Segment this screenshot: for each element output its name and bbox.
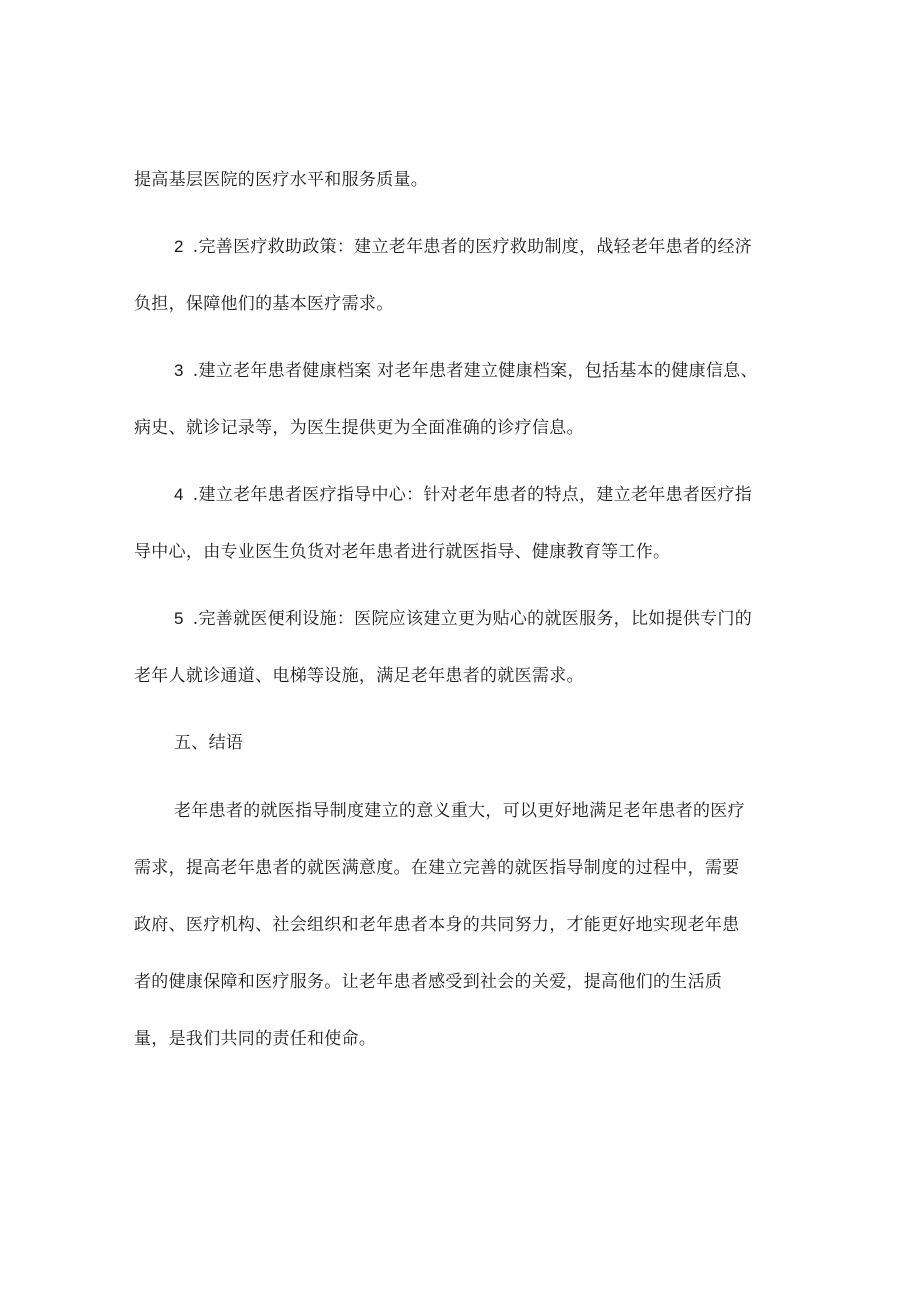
list-item-text: .建立老年患者医疗指导中心：针对老年患者的特点，建立老年患者医疗指 bbox=[192, 485, 753, 505]
list-item-text: .完善就医便利设施：医院应该建立更为贴心的就医服务，比如提供专门的 bbox=[192, 609, 753, 629]
list-item-4-line-1 bbox=[174, 483, 752, 507]
list-item-2-line-2: 负担，保障他们的基本医疗需求。 bbox=[134, 294, 394, 314]
conclusion-line-2: 需求，提高老年患者的就医满意度。在建立完善的就医指导制度的过程中，需要 bbox=[134, 858, 740, 878]
list-item-text: .建立老年患者健康档案 对老年患者建立健康档案，包括基本的健康信息、 bbox=[192, 361, 758, 381]
conclusion-line-1: 老年患者的就医指导制度建立的意义重大，可以更好地满足老年患者的医疗 bbox=[174, 801, 745, 821]
list-item-number: 4 bbox=[174, 485, 184, 504]
conclusion-line-5: 量，是我们共同的责任和使命。 bbox=[134, 1029, 377, 1049]
list-item-number: 5 bbox=[174, 609, 184, 628]
list-item-text: .完善医疗救助政策：建立老年患者的医疗救助制度，战轻老年患者的经济 bbox=[192, 237, 753, 257]
list-item-2-line-1 bbox=[174, 235, 752, 259]
intro-tail-line: 提高基层医院的医疗水平和服务质量。 bbox=[134, 170, 429, 190]
section-heading: 五、结语 bbox=[174, 733, 244, 753]
list-item-3-line-1 bbox=[174, 359, 758, 383]
conclusion-line-3: 政府、医疗机构、社会组织和老年患者本身的共同努力，才能更好地实现老年患 bbox=[134, 915, 740, 935]
list-item-number: 2 bbox=[174, 237, 184, 256]
list-item-number: 3 bbox=[174, 361, 184, 380]
list-item-5-line-2: 老年人就诊通道、电梯等设施，满足老年患者的就医需求。 bbox=[134, 666, 584, 686]
conclusion-line-4: 者的健康保障和医疗服务。让老年患者感受到社会的关爱，提高他们的生活质 bbox=[134, 972, 723, 992]
list-item-5-line-1 bbox=[174, 607, 752, 631]
list-item-4-line-2: 导中心，由专业医生负货对老年患者进行就医指导、健康教育等工作。 bbox=[134, 542, 671, 562]
list-item-3-line-2: 病史、就诊记录等，为医生提供更为全面准确的诊疗信息。 bbox=[134, 418, 584, 438]
